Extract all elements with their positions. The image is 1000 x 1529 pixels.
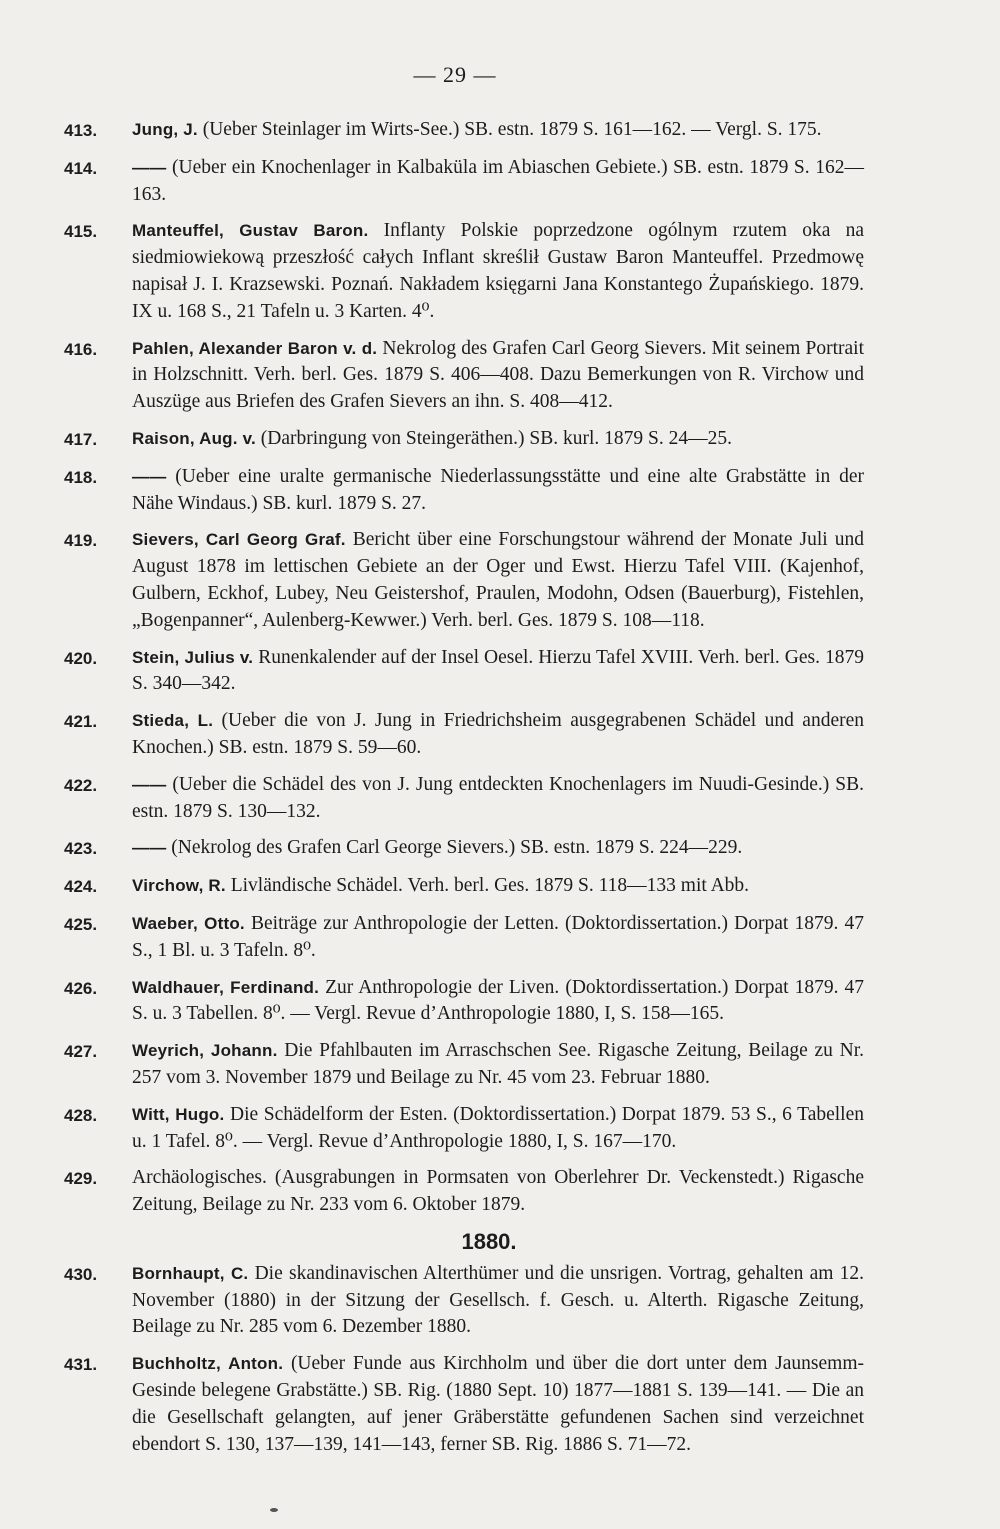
entry-author: Witt, Hugo.: [132, 1104, 225, 1124]
bibliography-entry: [64, 117, 864, 145]
entry-number: 428.: [64, 1105, 98, 1125]
entry-number: 418.: [64, 467, 98, 487]
entry-author: Bornhaupt, C.: [132, 1263, 249, 1283]
entry-author: Sievers, Carl Georg Graf.: [132, 530, 346, 550]
entry-author: Stein, Julius v.: [132, 647, 254, 667]
page-number: — 29 —: [413, 62, 497, 87]
entry-number: 430.: [64, 1264, 98, 1284]
entry-number: 413.: [64, 121, 98, 140]
entry-number: 425.: [64, 914, 98, 934]
entry-author: Manteuffel, Gustav Baron.: [132, 221, 369, 241]
entry-number: 427.: [64, 1042, 98, 1062]
entry-author: ——: [132, 838, 167, 858]
bibliography-entry: [64, 1038, 864, 1092]
entry-text: Livländische Schädel. Verh. berl. Ges. 1879 S. 118—133 mit Abb.: [230, 875, 750, 897]
bibliography-entry: [64, 426, 864, 454]
entry-text: Inflanty Polskie poprzedzone ogólnym rzutem oka na siedmiowiekową przeszłość całych Inflant skreślił Gustaw Baron Manteuffel. Przedmowę napisał J. I. Krazsewski. Poznań. Nakładem księgarni Jana Konstantego Żupańskiego. 1879. IX u. 168 S., 21 Tafeln u. 3 Karten. 4⁰.: [132, 220, 865, 322]
bibliography-entry: [64, 1102, 864, 1156]
entry-text: Nekrolog des Grafen Carl Georg Sievers. Mit seinem Portrait in Holzschnitt. Verh. berl. Ges. 1879 S. 406—408. Dazu Bemerkungen von R. Virchow und Auszüge aus Briefen des Grafen Sievers an ihn. S. 408—412.: [132, 337, 864, 413]
entry-text: Zur Anthropologie der Liven. (Doktordissertation.) Dorpat 1879. 47 S. u. 3 Tabellen. 8⁰. — Vergl. Revue d’Anthropologie 1880, I, S. 158—165.: [132, 976, 865, 1025]
entry-number: 426.: [64, 978, 98, 998]
bibliography-entry: [64, 835, 864, 863]
entry-number: 415.: [64, 222, 98, 242]
entry-text: (Ueber Steinlager im Wirts-See.) SB. estn. 1879 S. 161—162. — Vergl. S. 175.: [202, 119, 822, 140]
entry-text: Die Pfahlbauten im Arraschschen See. Rigasche Zeitung, Beilage zu Nr. 257 vom 3. November 1879 und Beilage zu Nr. 45 vom 23. Februar 1880.: [132, 1040, 865, 1088]
entry-text: (Ueber ein Knochenlager in Kalbaküla im Abiaschen Gebiete.) SB. estn. 1879 S. 162—163.: [132, 156, 864, 205]
entry-text: (Ueber die Schädel des von J. Jung entdeckten Knochenlagers im Nuudi-Gesinde.) SB. estn. 1879 S. 130—132.: [132, 773, 864, 822]
entry-text: Die skandinavischen Alterthümer und die unsrigen. Vortrag, gehalten am 12. November (1880) in der Sitzung der Gesellsch. f. Gesch. u. Alterth. Rigasche Zeitung, Beilage zu Nr. 285 vom 6. Dezember 1880.: [132, 1262, 865, 1338]
entry-text: (Nekrolog des Grafen Carl George Sievers.) SB. estn. 1879 S. 224—229.: [171, 837, 743, 859]
entry-text: Die Schädelform der Esten. (Doktordissertation.) Dorpat 1879. 53 S., 6 Tabellen u. 1 Tafel. 8⁰. — Vergl. Revue d’Anthropologie 1880, I, S. 167—170.: [132, 1103, 864, 1152]
bibliography-entry: [64, 155, 864, 209]
entry-number: 416.: [64, 339, 98, 359]
entry-author: Waldhauer, Ferdinand.: [132, 977, 320, 997]
entry-author: ——: [132, 157, 167, 177]
ink-speck: [270, 1508, 278, 1512]
bibliography-entry: [64, 527, 864, 634]
entry-author: Waeber, Otto.: [132, 913, 245, 933]
entry-author: Virchow, R.: [132, 876, 226, 896]
entry-text: Bericht über eine Forschungstour während der Monate Juli und August 1878 im lettischen Gebiete an der Oger und Ewst. Hierzu Tafel VIII. (Kajenhof, Gulbern, Eckhof, Lubey, Neu Geistershof, Praulen, Modohn, Odsen (Bauerburg), Fistehlen, „Bogenpanner“, Aulenberg-Kewwer.) Verh. berl. Ges. 1879 S. 108—118.: [132, 529, 864, 631]
entry-number: 424.: [64, 877, 98, 897]
entry-author: Stieda, L.: [132, 711, 214, 731]
bibliography-entry: [64, 336, 864, 416]
entry-number: 414.: [64, 158, 98, 178]
bibliography-entry: [64, 645, 864, 699]
bibliography-list: [64, 117, 864, 1468]
entry-text: Archäologisches. (Ausgrabungen in Pormsaten von Oberlehrer Dr. Veckenstedt.) Rigasche Zeitung, Beilage zu Nr. 233 vom 6. Oktober 1879.: [132, 1167, 864, 1216]
entry-author: Buchholtz, Anton.: [132, 1354, 284, 1374]
entry-author: Jung, J.: [132, 120, 198, 139]
entry-text: (Ueber Funde aus Kirchholm und über die dort unter dem Jaunsemm-Gesinde belegene Grabstätte.) SB. Rig. (1880 Sept. 10) 1877—1881 S. 139—141. — Die an die Gesellschaft gelangten, auf jener Gräberstätte gefundenen Sachen sind verzeichnet ebendort S. 130, 137—139, 141—143, ferner SB. Rig. 1886 S. 71—72.: [132, 1353, 864, 1455]
entry-number: 419.: [64, 531, 98, 551]
bibliography-entry: [64, 911, 864, 965]
bibliography-entry: [64, 1351, 864, 1458]
bibliography-entry: [64, 464, 864, 518]
entry-text: Runenkalender auf der Insel Oesel. Hierzu Tafel XVIII. Verh. berl. Ges. 1879 S. 340—342.: [132, 646, 865, 695]
entry-number: 417.: [64, 429, 98, 449]
entry-number: 429.: [64, 1169, 98, 1189]
bibliography-entry: [64, 1165, 864, 1219]
bibliography-entry: [64, 772, 864, 826]
entry-text: (Ueber die von J. Jung in Friedrichsheim ausgegrabenen Schädel und anderen Knochen.) SB. estn. 1879 S. 59—60.: [132, 710, 864, 758]
bibliography-entry: [64, 873, 864, 901]
entry-author: Weyrich, Johann.: [132, 1041, 278, 1061]
entry-author: Raison, Aug. v.: [132, 428, 256, 448]
entry-author: ——: [132, 466, 167, 486]
entry-author: Pahlen, Alexander Baron v. d.: [132, 338, 378, 358]
entry-number: 423.: [64, 839, 98, 859]
entry-number: 421.: [64, 712, 98, 732]
entry-text: (Darbringung von Steingeräthen.) SB. kurl. 1879 S. 24—25.: [260, 427, 732, 449]
entry-number: 422.: [64, 775, 98, 795]
bibliography-entry: [64, 1261, 864, 1341]
bibliography-entry: [64, 708, 864, 762]
entry-number: 431.: [64, 1355, 98, 1375]
section-heading-year: 1880.: [461, 1228, 517, 1254]
entry-number: 420.: [64, 648, 98, 668]
entry-author: ——: [132, 774, 167, 794]
bibliography-entry: [64, 975, 864, 1029]
entry-text: Beiträge zur Anthropologie der Letten. (Doktordissertation.) Dorpat 1879. 47 S., 1 Bl. u. 3 Tafeln. 8⁰.: [132, 912, 864, 961]
bibliography-entry: [64, 218, 864, 325]
entry-text: (Ueber eine uralte germanische Niederlassungsstätte und eine alte Grabstätte in der Nähe Windaus.) SB. kurl. 1879 S. 27.: [132, 465, 865, 514]
